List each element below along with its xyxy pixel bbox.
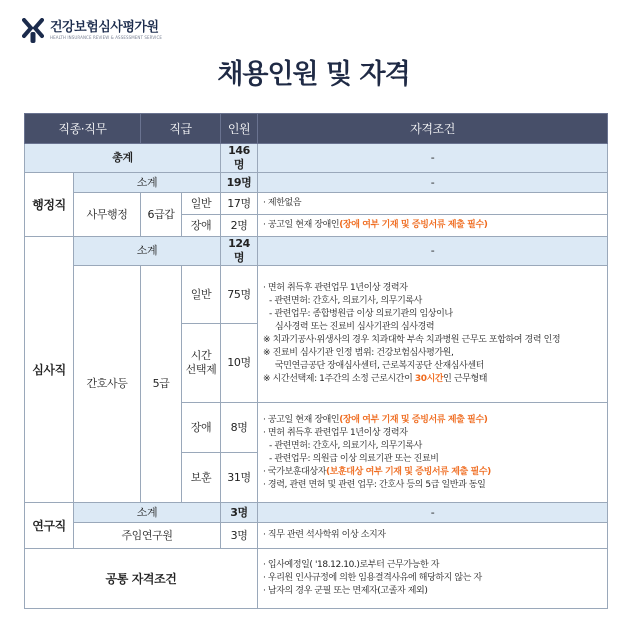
admin-category: 행정직 (25, 173, 74, 237)
admin-grade: 6급갑 (141, 193, 182, 237)
review-disabled-count: 8명 (221, 403, 258, 453)
admin-subtotal-label: 소계 (74, 173, 221, 193)
review-parttime-count: 10명 (221, 324, 258, 403)
review-subtotal-label: 소계 (74, 237, 221, 266)
total-row (25, 144, 608, 173)
research-job-row (25, 523, 608, 549)
admin-subtotal-cond: - (258, 173, 608, 193)
recruitment-table (24, 113, 608, 609)
admin-general-row (25, 193, 608, 215)
research-count: 3명 (221, 523, 258, 549)
research-job: 주임연구원 (74, 523, 221, 549)
common-row (25, 549, 608, 609)
review-general-row (25, 266, 608, 324)
admin-job: 사무행정 (74, 193, 141, 237)
admin-general-cond: · 제한없음 (258, 193, 608, 215)
review-general-label: 일반 (182, 266, 221, 324)
admin-disabled-label: 장애 (182, 215, 221, 237)
header-grade: 직급 (141, 114, 221, 144)
research-cond: · 직무 관련 석사학위 이상 소지자 (258, 523, 608, 549)
admin-subtotal-count: 19명 (221, 173, 258, 193)
total-cond: - (258, 144, 608, 173)
common-label: 공통 자격조건 (25, 549, 258, 609)
header-job: 직종·직무 (25, 114, 141, 144)
review-cond-group2: · 공고일 현재 장애인(장애 여부 기재 및 증빙서류 제출 필수) · 면허 취득후 관련업무 1년이상 경력자 - 관련면허: 간호사, 의료기사, 의무기록사 - 관련업무: 의원급 이상 의료기관 또는 진료비 · 국가보훈대상자(보훈대상 여부 기재 및 증빙서류 제출 필수) · 경력, 관련 면허 및 관련 업무: 간호사 등의 5급 일반과 동일 (258, 403, 608, 503)
review-subtotal-cond: - (258, 237, 608, 266)
common-cond: · 입사예정일( '18.12.10.)로부터 근무가능한 자 · 우리원 인사규정에 의한 임용결격사유에 해당하지 않는 자 · 남자의 경우 군필 또는 면제자(고졸자 제외) (258, 549, 608, 609)
review-general-count: 75명 (221, 266, 258, 324)
admin-general-label: 일반 (182, 193, 221, 215)
org-logo (22, 18, 162, 44)
total-count: 146명 (221, 144, 258, 173)
header-conditions: 자격조건 (258, 114, 608, 144)
total-label: 총계 (25, 144, 221, 173)
org-name: 건강보험심사평가원 (50, 20, 159, 35)
header-count: 인원 (221, 114, 258, 144)
admin-disabled-cond: · 공고일 현재 장애인(장애 여부 기재 및 증빙서류 제출 필수) (258, 215, 608, 237)
review-subtotal-row (25, 237, 608, 266)
page-title: 채용인원 및 자격 (217, 59, 410, 90)
review-subtotal-count: 124명 (221, 237, 258, 266)
review-category: 심사직 (25, 237, 74, 503)
research-subtotal-label: 소계 (74, 503, 221, 523)
research-subtotal-cond: - (258, 503, 608, 523)
review-veteran-count: 31명 (221, 453, 258, 503)
review-parttime-label: 시간 선택제 (182, 324, 221, 403)
review-veteran-label: 보훈 (182, 453, 221, 503)
admin-subtotal-row (25, 173, 608, 193)
research-subtotal-row (25, 503, 608, 523)
admin-general-count: 17명 (221, 193, 258, 215)
table-header-row (25, 114, 608, 144)
review-disabled-label: 장애 (182, 403, 221, 453)
review-grade: 5급 (141, 266, 182, 503)
admin-disabled-count: 2명 (221, 215, 258, 237)
logo-icon (22, 18, 44, 44)
research-subtotal-count: 3명 (221, 503, 258, 523)
review-cond-group1: · 면허 취득후 관련업무 1년이상 경력자 - 관련면허: 간호사, 의료기사, 의무기록사 - 관련업무: 종합병원급 이상 의료기관의 임상이나 심사경력 또는 진료비 심사기관의 심사경력 ※ 치과기공사·위생사의 경우 치과대학 부속 치과병원 근무도 포함하여 경력 인정 ※ 진료비 심사기관 인정 범위: 건강보험심사평가원, 국민연금공단 장애심사센터, 근로복지공단 산재심사센터 ※ 시간선택제: 1주간의 소정 근로시간이 30시간인 근무형태 (258, 266, 608, 403)
review-job: 간호사등 (74, 266, 141, 503)
org-subtitle: HEALTH INSURANCE REVIEW & ASSESSMENT SERVICE (50, 35, 162, 40)
research-category: 연구직 (25, 503, 74, 549)
